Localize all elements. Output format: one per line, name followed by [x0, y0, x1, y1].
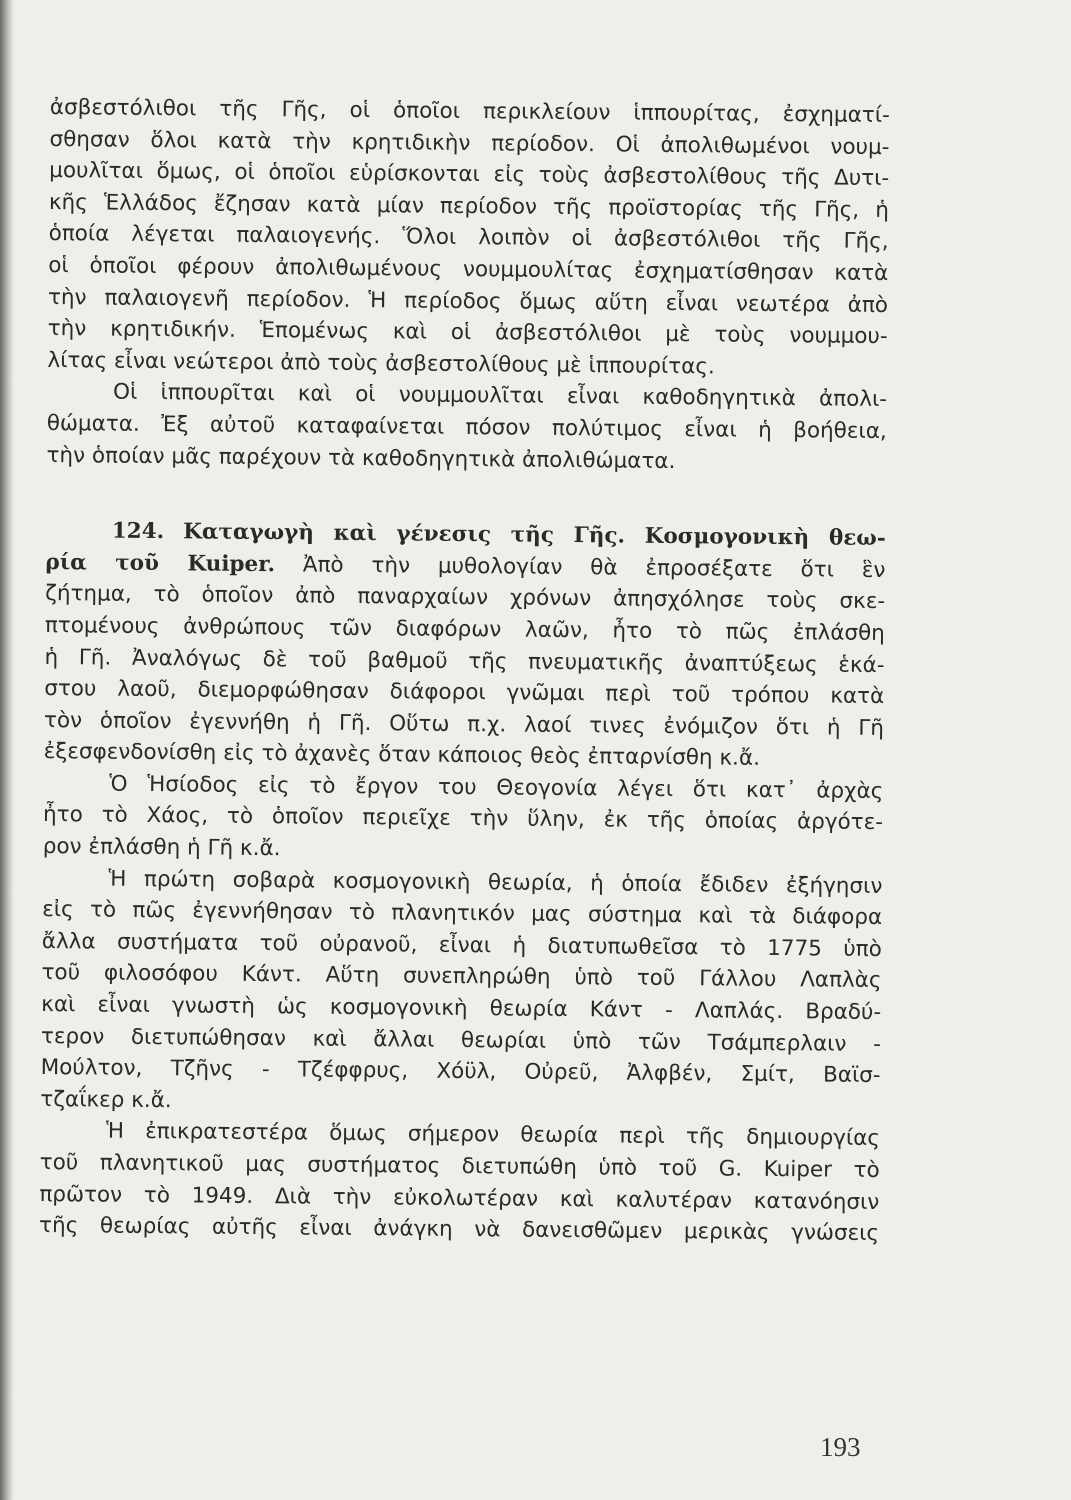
- text-line: τζαΐκερ κ.ἄ.: [40, 1086, 172, 1114]
- text-line: τὴν ὁποίαν μᾶς παρέχουν τὰ καθοδηγητικὰ ἀπολιθώματα.: [46, 442, 676, 474]
- text-line: ἀσβεστόλιθοι τῆς Γῆς, οἱ ὁποῖοι περικλείουν ἱππουρίτας, ἐσχηματί-: [49, 94, 890, 129]
- paragraph-4: [43, 768, 884, 871]
- text-line: ἐξεσφενδονίσθη εἰς τὸ ἀχανὲς ὅταν κάποιος θεὸς ἐπταρνίσθη κ.ἄ.: [43, 739, 761, 772]
- text-line: τοῦ φιλοσόφου Κάντ. Αὕτη συνεπληρώθη ὑπὸ τοῦ Γάλλου Λαπλὰς: [41, 960, 882, 994]
- text-line: ἄλλα συστήματα τοῦ οὐρανοῦ, εἶναι ἡ διατυπωθεῖσα τὸ 1775 ὑπὸ: [41, 928, 882, 962]
- paragraph-6: [39, 1115, 880, 1249]
- text-line: θώματα. Ἐξ αὐτοῦ καταφαίνεται πόσον πολύτιμος εἶναι ἡ βοήθεια,: [46, 410, 887, 444]
- text-line: Ἡ πρώτη σοβαρὰ κοσμογονικὴ θεωρία, ἡ ὁποία ἔδιδεν ἐξήγησιν: [108, 866, 883, 899]
- page-text-block: [39, 92, 890, 1250]
- text-line: τὸν ὁποῖον ἐγεννήθη ἡ Γῆ. Οὕτω π.χ. λαοί τινες ἐνόμιζον ὅτι ἡ Γῆ: [43, 707, 885, 741]
- text-line: ἦτο τὸ Χάος, τὸ ὁποῖον περιεῖχε τὴν ὕλην, ἐκ τῆς ὁποίας ἀργότε-: [42, 802, 884, 836]
- page-number: 193: [820, 1432, 861, 1462]
- paragraph-1: [47, 92, 890, 384]
- text-line: πτομένους ἀνθρώπους τῶν διαφόρων λαῶν, ἦτο τὸ πῶς ἐπλάσθη: [44, 612, 885, 646]
- text-line: τερον διετυπώθησαν καὶ ἄλλαι θεωρίαι ὑπὸ τῶν Τσάμπερλαιν -: [40, 1023, 882, 1057]
- text-line: στου λαοῦ, διεμορφώθησαν διάφοροι γνῶμαι περὶ τοῦ τρόπου κατὰ: [44, 676, 885, 710]
- text-line: σθησαν ὅλοι κατὰ τὴν κρητιδικὴν περίοδον. Οἱ ἀπολιθωμένοι νουμ-: [49, 126, 890, 160]
- text-line: μουλῖται ὅμως, οἱ ὁποῖοι εὑρίσκονται εἰς τοὺς ἀσβεστολίθους τῆς Δυτι-: [49, 158, 890, 192]
- text-line: τῆς θεωρίας αὐτῆς εἶναι ἀνάγκη νὰ δανεισθῶμεν μερικὰς γνώσεις: [38, 1213, 880, 1247]
- text-line: τὴν κρητιδικήν. Ἑπομένως καὶ οἱ ἀσβεστόλιθοι μὲ τοὺς νουμμου-: [47, 316, 888, 350]
- book-spine-shadow: [0, 0, 14, 1500]
- text-line: Ἡ ἐπικρατεστέρα ὅμως σήμερον θεωρία περὶ τῆς δημιουργίας: [105, 1118, 881, 1152]
- text-line: Οἱ ἱππουρῖται καὶ οἱ νουμμουλῖται εἶναι καθοδηγητικὰ ἀπολι-: [112, 379, 888, 413]
- text-line: ὁποία λέγεται παλαιογενής. Ὅλοι λοιπὸν οἱ ἀσβεστόλιθοι τῆς Γῆς,: [48, 221, 889, 255]
- text-line: κῆς Ἑλλάδος ἔζησαν κατὰ μίαν περίοδον τῆς προϊστορίας τῆς Γῆς, ἡ: [48, 189, 890, 223]
- section-title-line2: ρία τοῦ Kuiper.: [45, 549, 276, 577]
- text-line: καὶ εἶναι γνωστὴ ὡς κοσμογονικὴ θεωρία Κάντ - Λαπλάς. Βραδύ-: [41, 991, 882, 1026]
- text-line: τοῦ πλανητικοῦ μας συστήματος διετυπώθη ὑπὸ τοῦ G. Kuiper τὸ: [39, 1149, 880, 1184]
- text-line: Μούλτον, Τζῆνς - Τζέφφρυς, Χόϋλ, Οὐρεῦ, Ἀλφβέν, Σμίτ, Βαϊσ-: [40, 1055, 881, 1089]
- section-title-line1: Καταγωγὴ καὶ γένεσις τῆς Γῆς. Κοσμογονικὴ θεω-: [183, 519, 886, 552]
- paragraph-2: [46, 376, 887, 479]
- text-line: πρῶτον τὸ 1949. Διὰ τὴν εὐκολωτέραν καὶ καλυτέραν κατανόησιν: [39, 1181, 880, 1215]
- text-line: ρον ἐπλάσθη ἡ Γῆ κ.ἄ.: [42, 834, 281, 862]
- text-line: Ὁ Ἡσίοδος εἰς τὸ ἔργον του Θεογονία λέγει ὅτι κατ᾽ ἀρχὰς: [109, 771, 884, 804]
- text-line: λίτας εἶναι νεώτεροι ἀπὸ τοὺς ἀσβεστολίθους μὲ ἱππουρίτας.: [47, 347, 715, 380]
- section-124: [44, 515, 886, 776]
- text-line: ζήτημα, τὸ ὁποῖον ἀπὸ παναρχαίων χρόνων ἀπησχόλησε τοὺς σκε-: [45, 581, 886, 615]
- text-line: οἱ ὁποῖοι φέρουν ἀπολιθωμένους νουμμουλίτας ἐσχηματίσθησαν κατὰ: [48, 252, 889, 287]
- text-line: εἰς τὸ πῶς ἐγεννήθησαν τὸ πλανητικόν μας σύστημα καὶ τὰ διάφορα: [42, 897, 883, 931]
- text-line: ἡ Γῆ. Ἀναλόγως δὲ τοῦ βαθμοῦ τῆς πνευματικῆς ἀναπτύξεως ἑκά-: [44, 644, 885, 678]
- section-text-continuation: Ἀπὸ τὴν μυθολογίαν θὰ ἐπροσέξατε ὅτι ἓν: [274, 551, 886, 583]
- paragraph-5: [40, 863, 882, 1124]
- section-number: 124.: [111, 518, 165, 545]
- text-line: τὴν παλαιογενῆ περίοδον. Ἡ περίοδος ὅμως αὕτη εἶναι νεωτέρα ἀπὸ: [47, 284, 889, 318]
